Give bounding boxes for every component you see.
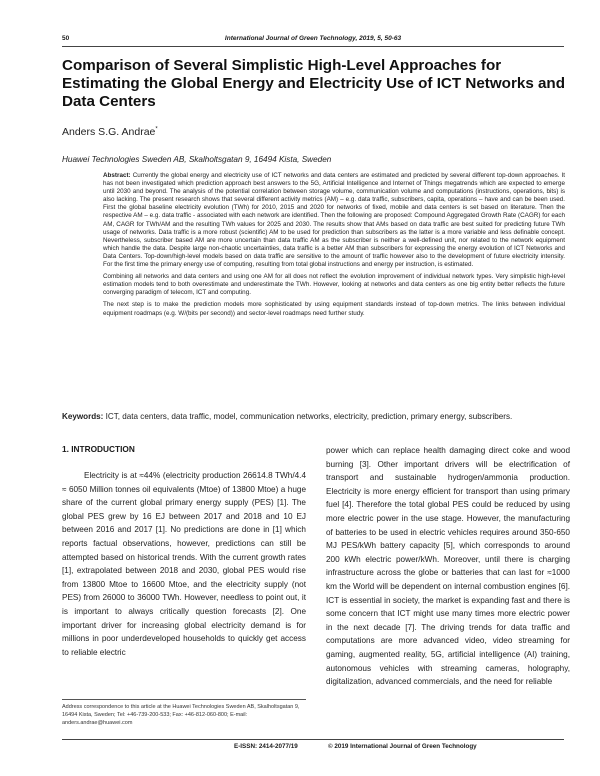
page-number: 50	[62, 35, 70, 42]
footer-copyright: © 2019 International Journal of Green Technology	[328, 743, 477, 750]
abstract-paragraph-2: Combining all networks and data centers and using one AM for all does not reflect the evolution improvement of individual network types. Very simplistic high-level estimation models tend to both overestimate and underestimate the TWh. However, looking at networks and data centers as one big entity better reflects the future converging paradigm of telecom, ICT and computing.	[103, 273, 565, 297]
keywords	[62, 411, 570, 422]
affiliation: Huawei Technologies Sweden AB, Skalholtsgatan 9, 16494 Kista, Sweden	[62, 155, 332, 164]
page-footer	[62, 739, 564, 750]
section-heading-introduction: 1. INTRODUCTION	[62, 444, 135, 454]
footer-issn: E-ISSN: 2414-2077/19	[234, 743, 298, 750]
paper-title: Comparison of Several Simplistic High-Level Approaches for Estimating the Global Energy and Electricity Use of ICT Networks and Data Centers	[62, 57, 565, 110]
abstract	[103, 172, 565, 322]
author-line	[62, 126, 158, 138]
abstract-paragraph-3: The next step is to make the prediction models more sophisticated by using equipment standards instead of top-down metrics. The links between individual equipment roadmaps (e.g. W/(bits per second)) and sector-level roadmaps need further study.	[103, 301, 565, 317]
intro-paragraph-right: power which can replace health damaging direct coke and wood burning [3]. Other important drivers will be electrification of transport and sustainable hydrogen/ammonia production. Electricity is more energy efficient for transport than using primary fuel [4]. Therefore the total global PES could be reduced by using more electric power in the use stage. However, the manufacturing of batteries to be used in electric vehicles requires around 350-650 MJ PES/kWh battery capacity [5], which corresponds to around 200 kWh electric power/kWh. Moreover, until there is charging infrastructure across the globe or batteries that can last for ≈1000 km the World will be dependent on internal combustion engines [6]. ICT is essential in society, the market is expanding fast and there is some concern that ICT might use many times more electric power in the next decade [7]. The driving trends for data traffic and computations are more advanced video, video streaming for gaming, augmented reality, 5G, artificial intelligence (AI) training, autonomous vehicles with streaming cameras, holography, digitalization, advanced commercials, and the need for reliable	[326, 446, 570, 687]
left-column	[62, 444, 306, 659]
author-name: Anders S.G. Andrae	[62, 126, 156, 138]
intro-paragraph-left: Electricity is at ≈44% (electricity production 26614.8 TWh/4.4 ≈ 6050 Million tonnes oil equivalents (Mtoe) of 13800 Mtoe) a huge share of the current global primary energy supply (PES) [1]. The global PES grew by 16 EJ between 2017 and 2018 and 10 EJ between 2016 and 2017 [1]. No predictions are done in [1] which reports factual observations, however, predictions can still be attempted based on historical trends. With the current growth rates [1], extrapolated between 2018 and 2030, global PES would rise from 13800 Mtoe to 16600 Mtoe, and the electricity supply (not PES) from 26000 to 36000 TWh. However, needless to point out, it is important to always critically question forecasts [2]. One important driver for increasing global electricity demand is for millions in poor underdeveloped households to quickly get access to reliable electric	[62, 471, 306, 657]
page-header	[62, 35, 564, 47]
abstract-text-1: Currently the global energy and electricity use of ICT networks and data centers are estimated and predicted by several different top-down approaches. It has not been investigated which prediction approach best answers to the 5G, Artificial Intelligence and Internet of Things megatrends which are expected to emerge until 2030 and beyond. The analysis of the potential correlation between storage volume, communication volume and computations (instructions, operations, bits) is also lacking. The present research shows that several different activity metrics (AM) – e.g. data traffic, subscribers, capita, operations – have and can be been used. First the global baseline electricity evolution (TWh) for 2010, 2015 and 2020 for networks of fixed, mobile and data centers is set based on literature. Then the respective AM – e.g. data traffic - associated with each network are identified. Then the following are proposed: Compound Aggregated Growth Rate (CAGR) for each AM, CAGR for TWh/AM and the resulting TWh values for 2025 and 2030. The results show that AMs based on data traffic are best suited for predicting future TWh usage of networks. Data traffic is a more robust (scientific) AM to be used for prediction than subscribers as the latter is a more variable and less definable concept. Nevertheless, subscriber based AM are more uncertain than data traffic AM as the subscriber is neither a well-defined unit, nor related to the network equipment which handle the data. Despite large non-chaotic uncertainties, data traffic is a better AM than subscribers for expressing the energy evolution of ICT Networks and Data Centers. Top-down/high-level models based on data traffic are sensitive to the amount of traffic however also to the development of future electricity intensity. For the first time the primary energy use of computing, resulting from total global instructions and energy per instruction, is estimated.	[103, 172, 566, 269]
journal-citation: International Journal of Green Technology, 2019, 5, 50-63	[224, 35, 402, 42]
keywords-text: ICT, data centers, data traffic, model, communication networks, electricity, prediction, primary energy, subscribers.	[105, 412, 513, 421]
abstract-label: Abstract:	[103, 172, 131, 179]
correspondence-footnote: Address correspondence to this article at the Huawei Technologies Sweden AB, Skalholtsgatan 9, 16494 Kista, Sweden; Tel: +46-739-200-533; Fax: +46-812-060-800; E-mail: anders.andrae@huawei.com	[62, 704, 300, 726]
keywords-label: Keywords:	[62, 412, 104, 421]
author-footnote-mark: *	[155, 126, 158, 133]
abstract-paragraph-1	[103, 172, 565, 269]
right-column	[326, 444, 570, 689]
footnote-divider	[62, 699, 306, 700]
